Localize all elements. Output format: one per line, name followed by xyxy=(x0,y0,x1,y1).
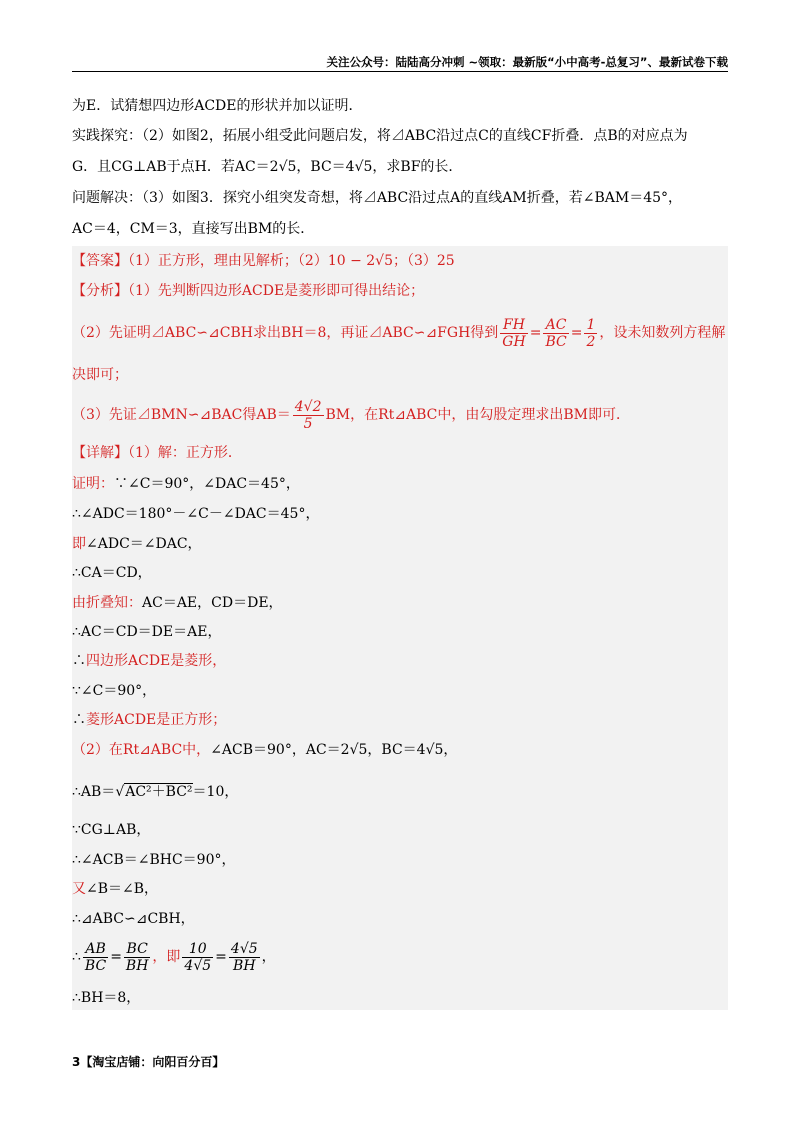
detail-line-8: ∵∠C＝90°， xyxy=(72,683,157,699)
fraction-bc-bh xyxy=(124,941,151,974)
fraction-num: AC xyxy=(543,317,568,334)
detail-text-0: （1）解：正方形． xyxy=(128,445,242,461)
detail-text-11a: ∴AB＝ xyxy=(72,784,116,800)
detail-text-3: ∠ADC＝∠DAC， xyxy=(86,536,202,552)
analysis-text-4a: （3）先证⊿BMN∽⊿BAC得AB＝ xyxy=(72,407,291,423)
detail-text-1: ∵∠C＝90°，∠DAC＝45°， xyxy=(114,476,300,492)
fraction-ab-bc xyxy=(83,941,108,974)
page-footer: 3【淘宝店铺：向阳百分百】 xyxy=(72,1055,225,1069)
detail-line-14 xyxy=(72,879,158,899)
answer-text: （1）正方形，理由见解析；（2）10 − 2√5；（3）25 xyxy=(128,253,455,269)
detail-line-4: ∴CA＝CD， xyxy=(72,565,152,581)
fraction-num: 4√2 xyxy=(294,398,322,415)
fraction-num: 10 xyxy=(182,941,213,958)
fraction-den: GH xyxy=(502,333,526,350)
header-rule xyxy=(72,71,728,72)
analysis-line-3: 决即可； xyxy=(72,367,128,383)
fraction-den: 2 xyxy=(586,333,596,350)
analysis-line-2: （2）先证明⊿ABC∽⊿CBH求出BH＝8，再证⊿ABC∽⊿FGH得到 $\frac{FH}{GH}$ = $\frac{AC}{BC}$ = $\frac{1}{2}$ ，设未知数列方程解 xyxy=(72,316,726,350)
fraction-den: BH xyxy=(125,957,149,974)
detail-line-3 xyxy=(72,534,202,554)
detail-line-0 xyxy=(72,443,242,463)
detail-text-16a: ∴ xyxy=(72,949,81,965)
analysis-text-2a: （2）先证明⊿ABC∽⊿CBH求出BH＝8，再证⊿ABC∽⊿FGH得到 xyxy=(72,325,499,341)
fraction-den: 4√5 xyxy=(184,957,212,974)
fraction-fh-gh xyxy=(500,317,527,350)
detail-red-16: ，即 xyxy=(152,949,181,965)
detail-red-9: 菱形ACDE是正方形； xyxy=(86,712,227,728)
detail-text-16b: ， xyxy=(261,949,276,965)
detail-text-10: ∠ACB＝90°，AC＝2√5，BC＝4√5， xyxy=(210,742,458,758)
answer-tag: 【答案】 xyxy=(72,253,128,269)
analysis-line-1 xyxy=(72,281,424,301)
fraction-one-half xyxy=(584,317,597,350)
analysis-text-4b: BM，在Rt⊿ABC中，由勾股定理求出BM即可． xyxy=(325,407,631,423)
detail-line-6: ∴AC＝CD＝DE＝AE， xyxy=(72,624,222,640)
detail-line-13: ∴∠ACB＝∠BHC＝90°， xyxy=(72,852,236,868)
sqrt-expression: AC²＋BC² xyxy=(125,784,193,800)
problem-line-4: 问题解决：（3）如图3．探究小组突发奇想，将⊿ABC沿过点A的直线AM折叠，若∠BAM＝45°， xyxy=(72,190,683,206)
fraction-4root5-bh xyxy=(229,941,260,974)
detail-red-14: 又 xyxy=(72,881,86,897)
fraction-num: 1 xyxy=(586,316,596,333)
fraction-den: 5 xyxy=(303,415,313,432)
analysis-text-2b: ，设未知数列方程解 xyxy=(599,325,726,341)
detail-red-10: （2）在Rt⊿ABC中， xyxy=(72,742,211,758)
fraction-num: BC xyxy=(124,941,151,958)
detail-red-5: 由折叠知： xyxy=(72,595,142,611)
detail-line-16: ∴ $\frac{AB}{BC}$ = $\frac{BC}{BH}$ ，即 $\frac{10}{4√5}$ = $\frac{4√5}{BH}$ ， xyxy=(72,940,276,974)
problem-line-5: AC＝4，CM＝3，直接写出BM的长． xyxy=(72,221,315,237)
answer-line xyxy=(72,251,455,271)
detail-text-7: ∴ xyxy=(72,653,86,669)
detail-line-10 xyxy=(72,740,457,760)
fraction-den: BC xyxy=(84,957,107,974)
detail-text-5: AC＝AE，CD＝DE， xyxy=(142,595,283,611)
detail-line-7 xyxy=(72,651,226,671)
detail-line-15: ∴⊿ABC∽⊿CBH， xyxy=(72,911,195,927)
detail-tag: 【详解】 xyxy=(72,445,128,461)
fraction-10-4root5 xyxy=(182,941,213,974)
detail-text-14: ∠B＝∠B， xyxy=(86,881,159,897)
fraction-den: BC xyxy=(545,333,567,350)
analysis-text-1: （1）先判断四边形ACDE是菱形即可得出结论； xyxy=(128,283,425,299)
detail-line-11: ∴AB＝√AC²＋BC²＝10， xyxy=(72,784,239,800)
detail-text-11b: ＝10， xyxy=(192,784,239,800)
page-header: 关注公众号：陆陆高分冲刺 ~领取：最新版“小中高考-总复习”、最新试卷下载 xyxy=(326,55,728,69)
detail-red-7: 四边形ACDE是菱形， xyxy=(86,653,227,669)
problem-line-3: G．且CG⊥AB于点H．若AC＝2√5，BC＝4√5，求BF的长． xyxy=(72,159,463,175)
fraction-num: FH xyxy=(500,317,527,334)
detail-red-3: 即 xyxy=(72,536,86,552)
fraction-num: AB xyxy=(83,941,108,958)
problem-line-1: 为E．试猜想四边形ACDE的形状并加以证明． xyxy=(72,98,363,114)
fraction-ac-bc xyxy=(543,317,568,350)
analysis-line-4 xyxy=(72,398,630,432)
detail-text-9: ∴ xyxy=(72,712,86,728)
fraction-4root2-5 xyxy=(293,399,324,432)
analysis-tag: 【分析】 xyxy=(72,283,128,299)
detail-line-1 xyxy=(72,474,300,494)
detail-line-5 xyxy=(72,593,283,613)
problem-line-2: 实践探究：（2）如图2，拓展小组受此问题启发，将⊿ABC沿过点C的直线CF折叠．点B的对应点为 xyxy=(72,128,688,144)
detail-red-1: 证明： xyxy=(72,476,114,492)
fraction-den: BH xyxy=(233,957,256,974)
detail-line-2: ∴∠ADC＝180°－∠C－∠DAC＝45°， xyxy=(72,506,320,522)
detail-line-17: ∴BH＝8， xyxy=(72,990,141,1006)
detail-line-9 xyxy=(72,710,226,730)
fraction-num: 4√5 xyxy=(230,940,258,957)
detail-line-12: ∵CG⊥AB， xyxy=(72,822,151,838)
